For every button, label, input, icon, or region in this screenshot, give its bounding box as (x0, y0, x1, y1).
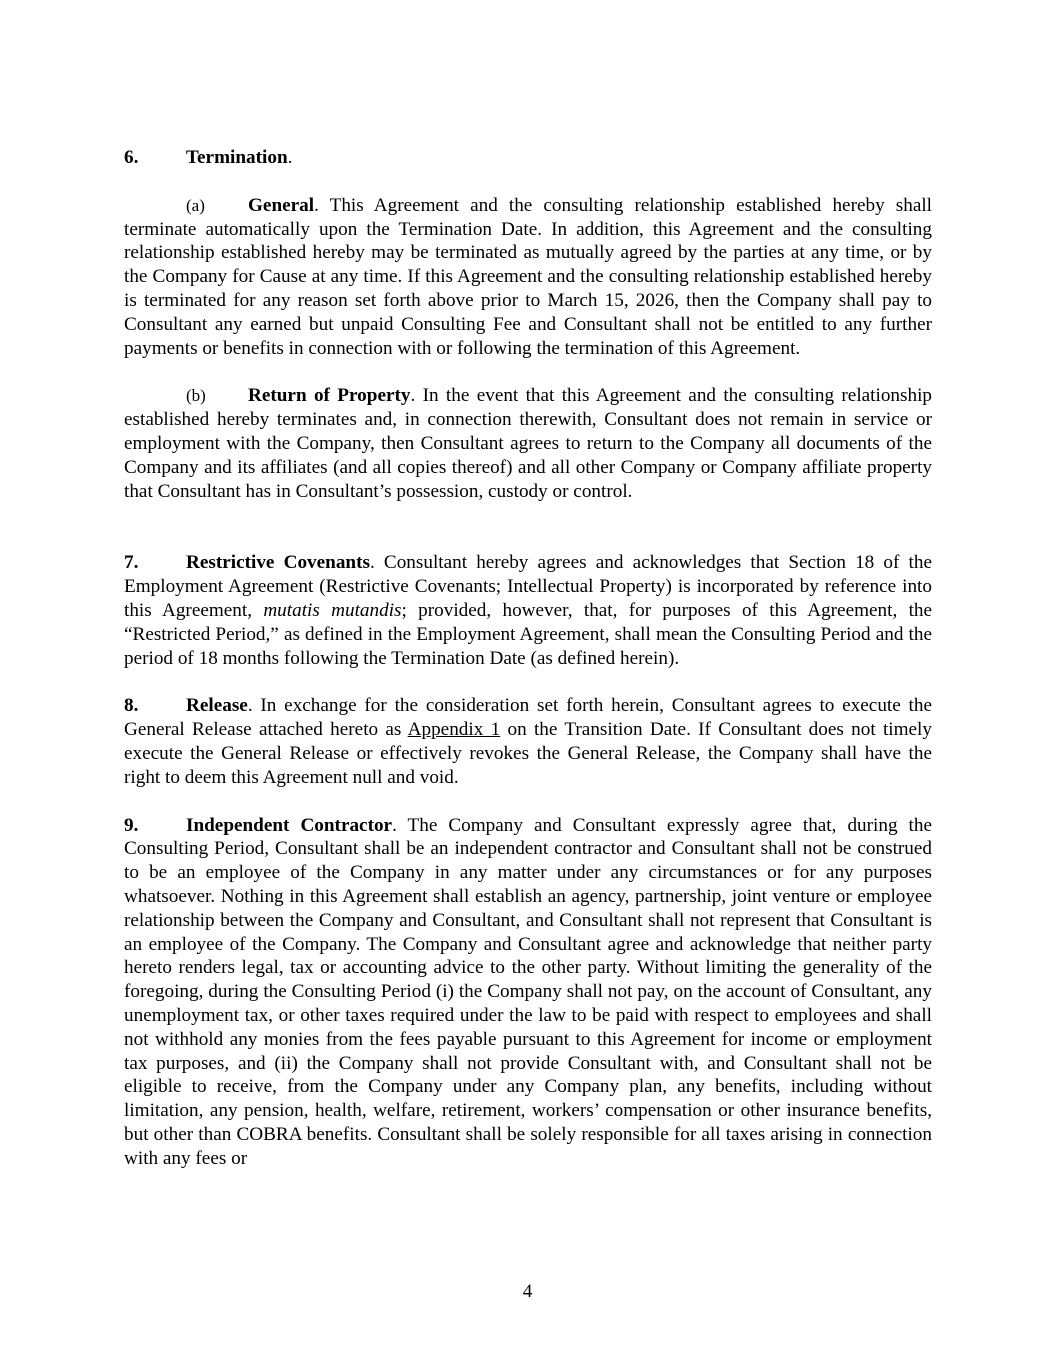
section-6b-text: . In the event that this Agreement and the consulting relationship established hereby terminates and, in connection therewith, Consultant does not remain in service or employment with the Company, then Consultant agrees to return to the Company all documents of the Company and its affiliates (and all copies thereof) and all other Company or Company affiliate property that Consultant has in Consultant’s possession, custody or control. (124, 385, 933, 502)
section-6b-paragraph (124, 384, 932, 503)
page-number: 4 (522, 1281, 533, 1302)
section-6b-title: Return of Property (248, 385, 411, 407)
section-6a-paragraph (124, 194, 932, 361)
section-6-title: Termination (186, 147, 288, 168)
section-6b-label: (b) (186, 386, 206, 406)
section-7-number: 7. (124, 552, 139, 574)
section-8-number: 8. (124, 695, 139, 717)
section-6-number: 6. (124, 147, 139, 168)
section-8-paragraph: 8. Release. In exchange for the consideration set forth herein, Consultant agrees to execute the General Release attached hereto as Appendix 1 on the Transition Date. If Consultant does not timely execute the General Release or effectively revokes the General Release, the Company shall have the right to deem this Agreement null and void. (124, 695, 932, 788)
section-9-title: Independent Contractor (186, 814, 393, 836)
section-7-title: Restrictive Covenants (186, 552, 370, 574)
section-6-heading: 6. Termination. (124, 147, 293, 168)
appendix-link[interactable]: Appendix 1 (407, 719, 501, 741)
section-6a-text: . This Agreement and the consulting relationship established hereby shall terminate automatically upon the Termination Date. In addition, this Agreement and the consulting relationship established hereby may be terminated as mutually agreed by the parties at any time, or by the Company for Cause at any time. If this Agreement and the consulting relationship established hereby is terminated for any reason set forth above prior to March 15, 2026, then the Company shall pay to Consultant any earned but unpaid Consulting Fee and Consultant shall not be entitled to any further payments or benefits in connection with or following the termination of this Agreement. (124, 194, 932, 359)
section-6a-label: (a) (186, 195, 205, 215)
section-9-paragraph (124, 814, 932, 1171)
section-7-italic: mutatis mutandis (263, 599, 402, 621)
section-8-title: Release (186, 695, 248, 717)
document-page (124, 146, 932, 1170)
section-9-number: 9. (124, 814, 139, 836)
section-9-text: . The Company and Consultant expressly agree that, during the Consulting Period, Consultant shall be an independent contractor and Consultant shall not be construed to be an employee of the Company in any matter under any circumstances or for any purposes whatsoever. Nothing in this Agreement shall establish an agency, partnership, joint venture or employee relationship between the Company and Consultant, and Consultant shall not represent that Consultant is an employee of the Company. The Company and Consultant agree and acknowledge that neither party hereto renders legal, tax or accounting advice to the other party. Without limiting the generality of the foregoing, during the Consulting Period (i) the Company shall not pay, on the account of Consultant, any unemployment tax, or other taxes required under the law to be paid with respect to employees and shall not withhold any monies from the fees payable pursuant to this Agreement for income or employment tax purposes, and (ii) the Company shall not provide Consultant with, and Consultant shall not be eligible to receive, from the Company under any Company plan, any benefits, including without limitation, any pension, health, welfare, retirement, workers’ compensation or other insurance benefits, but other than COBRA benefits. Consultant shall be solely responsible for all taxes arising in connection with any fees or (124, 814, 932, 1169)
section-6a-title: General (248, 194, 315, 216)
section-7-paragraph: 7. Restrictive Covenants. Consultant hereby agrees and acknowledges that Section 18 of the Employment Agreement (Restrictive Covenants; Intellectual Property) is incorporated by reference into this Agreement, mutatis mutandis; provided, however, that, for purposes of this Agreement, the “Restricted Period,” as defined in the Employment Agreement, shall mean the Consulting Period and the period of 18 months following the Termination Date (as defined herein). (124, 552, 933, 669)
